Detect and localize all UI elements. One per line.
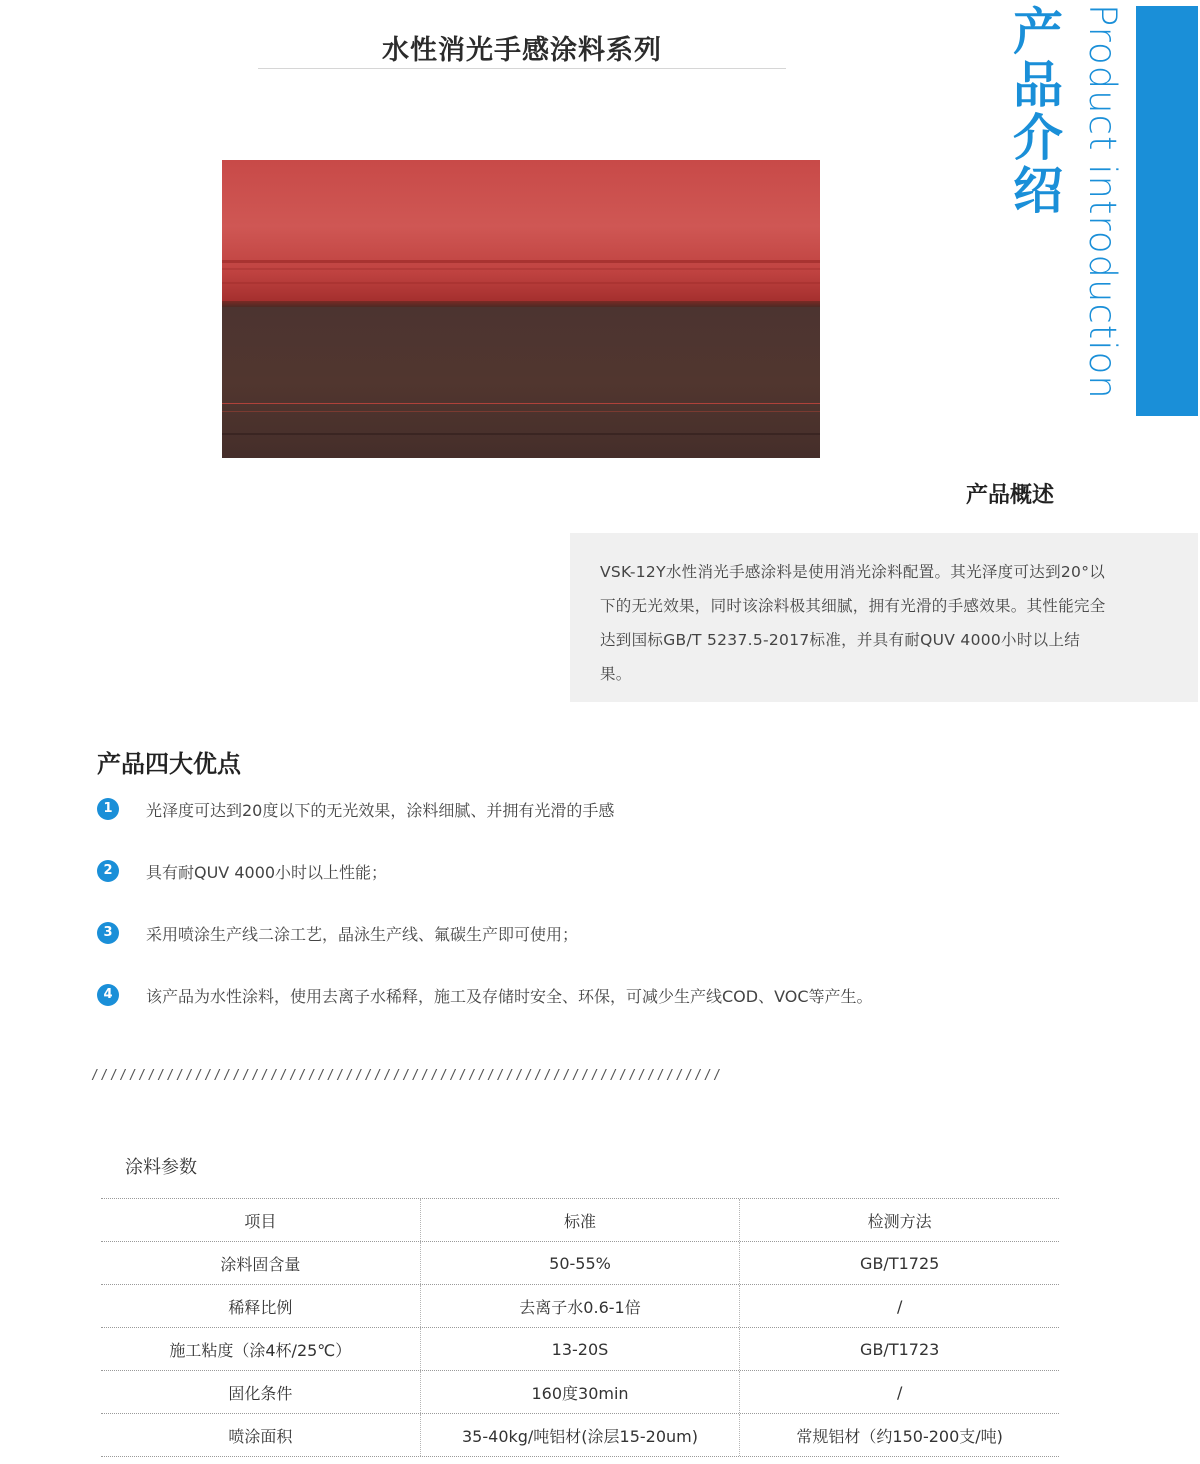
table-cell: 常规铝材（约150-200支/吨) — [739, 1414, 1059, 1456]
table-cell: 50-55% — [420, 1242, 740, 1284]
number-badge-icon: 3 — [97, 922, 119, 944]
table-row — [101, 1414, 1059, 1457]
overview-text: VSK-12Y水性消光手感涂料是使用消光涂料配置。其光泽度可达到20°以下的无光效果，同时该涂料极其细腻，拥有光滑的手感效果。其性能完全达到国标GB/T 5237.5-2017标准，并具有耐QUV 4000小时以上结果。 — [600, 563, 1106, 683]
advantages-heading: 产品四大优点 — [97, 750, 241, 778]
title-divider — [258, 68, 786, 69]
slash-divider: /////////////////////////////////////////////////////////////////// — [91, 1068, 723, 1083]
section-heading-char: 绍 — [1013, 162, 1063, 220]
section-heading-char: 品 — [1013, 56, 1063, 114]
params-table — [101, 1198, 1059, 1457]
table-row — [101, 1285, 1059, 1328]
red-coated-profile — [222, 160, 820, 308]
table-cell: GB/T1725 — [739, 1242, 1059, 1284]
table-cell: 施工粘度（涂4杯/25℃） — [169, 1340, 352, 1360]
accent-bar — [1136, 6, 1198, 416]
table-row — [101, 1328, 1059, 1371]
advantage-item — [97, 796, 614, 822]
table-cell: 去离子水0.6-1倍 — [420, 1285, 740, 1327]
section-heading-en: Product introduction — [1081, 4, 1124, 400]
number-badge-icon: 4 — [97, 984, 119, 1006]
table-cell: 固化条件 — [228, 1383, 293, 1403]
section-heading-char: 介 — [1013, 109, 1063, 167]
table-cell: 喷涂面积 — [228, 1426, 293, 1446]
brown-coated-profile — [222, 307, 820, 458]
section-heading-char: 产 — [1013, 3, 1063, 61]
table-row — [101, 1242, 1059, 1285]
advantage-text: 光泽度可达到20度以下的无光效果，涂料细腻、并拥有光滑的手感 — [146, 800, 615, 820]
advantage-text: 采用喷涂生产线二涂工艺，晶泳生产线、氟碳生产即可使用； — [146, 924, 579, 944]
params-title: 涂料参数 — [125, 1157, 197, 1178]
advantage-text: 该产品为水性涂料，使用去离子水稀释，施工及存储时安全、环保，可减少生产线COD、VOC等产生。 — [146, 986, 873, 1006]
table-cell: 13-20S — [420, 1328, 740, 1370]
column-header: 检测方法 — [739, 1199, 1059, 1241]
table-cell: 稀释比例 — [228, 1297, 293, 1317]
table-cell: 35-40kg/吨铝材(涂层15-20um) — [420, 1414, 740, 1456]
page-title: 水性消光手感涂料系列 — [382, 35, 662, 66]
column-header: 标准 — [420, 1199, 740, 1241]
overview-text-box — [570, 533, 1198, 702]
table-header-row — [101, 1198, 1059, 1242]
product-sample-image — [222, 160, 820, 458]
advantage-item — [97, 982, 873, 1008]
advantage-item — [97, 858, 387, 884]
advantage-item — [97, 920, 578, 946]
advantage-text: 具有耐QUV 4000小时以上性能； — [146, 862, 388, 882]
table-cell: 160度30min — [420, 1371, 740, 1413]
table-cell: / — [739, 1371, 1059, 1413]
overview-heading: 产品概述 — [965, 483, 1054, 508]
table-cell: 涂料固含量 — [220, 1254, 301, 1274]
table-row — [101, 1371, 1059, 1414]
table-cell: GB/T1723 — [739, 1328, 1059, 1370]
section-heading-cn — [1010, 3, 1066, 220]
column-header: 项目 — [244, 1211, 277, 1231]
number-badge-icon: 1 — [97, 798, 119, 820]
table-cell: / — [739, 1285, 1059, 1327]
number-badge-icon: 2 — [97, 860, 119, 882]
